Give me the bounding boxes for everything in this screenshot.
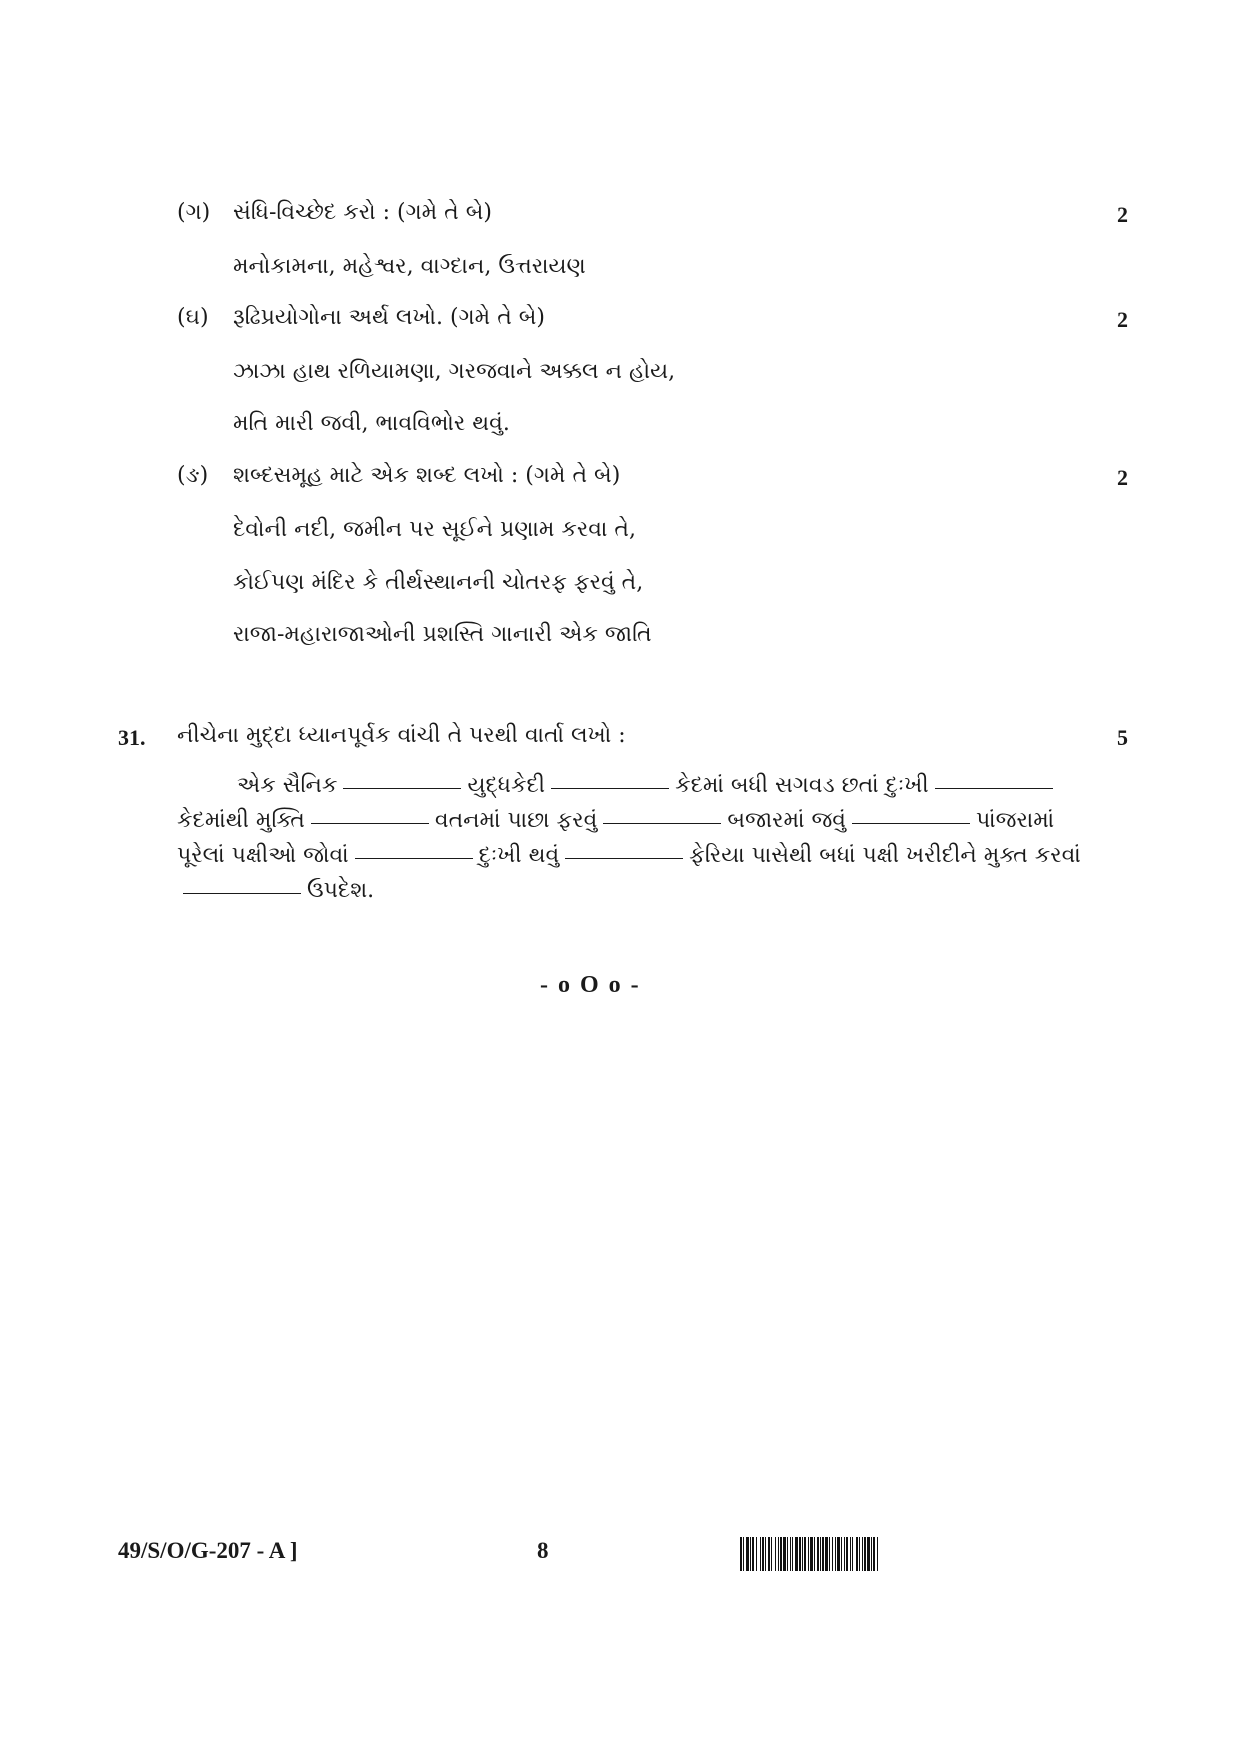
- subquestion-label-nga: (ઙ): [177, 463, 209, 488]
- question-marks: 5: [1117, 725, 1128, 750]
- subquestion-line: દેવોની નદી, જમીન પર સૂઈને પ્રણામ કરવા તે,: [233, 517, 636, 542]
- story-blank: [551, 787, 669, 789]
- story-blank: [935, 787, 1053, 789]
- question-number: 31.: [118, 725, 146, 750]
- subquestion-marks-nga: 2: [1117, 465, 1128, 490]
- story-point: ઉપદેશ.: [307, 878, 375, 903]
- story-point: કેદમાંથી મુક્તિ: [177, 808, 305, 833]
- story-point: પાંજરામાં પૂરેલાં પક્ષીઓ જોવાં: [177, 808, 1055, 868]
- story-point: ફેરિયા પાસેથી બધાં પક્ષી ખરીદીને મુક્ત કરવાં: [689, 843, 1081, 868]
- story-point: વતનમાં પાછા ફરવું: [434, 808, 598, 833]
- story-blank: [343, 787, 461, 789]
- subquestion-title-gha: રૂઢિપ્રયોગોના અર્થ લખો. (ગમે તે બે): [233, 305, 546, 330]
- end-of-paper-mark: - o O o -: [540, 972, 641, 998]
- subquestion-marks-ga: 2: [1117, 202, 1128, 227]
- story-blank: [852, 822, 970, 824]
- story-point: દુઃખી થવું: [478, 843, 560, 868]
- subquestion-title-nga: શબ્દસમૂહ માટે એક શબ્દ લખો : (ગમે તે બે): [233, 463, 621, 488]
- page-number: 8: [537, 1538, 549, 1563]
- story-blank: [355, 857, 473, 859]
- story-point: કેદમાં બધી સગવડ છતાં દુઃખી: [675, 773, 929, 798]
- story-blank: [311, 822, 429, 824]
- barcode-image: [740, 1537, 1018, 1571]
- subquestion-title-ga: સંધિ-વિચ્છેદ કરો : (ગમે તે બે): [233, 200, 492, 225]
- subquestion-line: ઝાઝા હાથ રળિયામણા, ગરજવાને અક્કલ ન હોય,: [233, 359, 676, 384]
- story-point: એક સૈનિક: [237, 773, 338, 798]
- story-point: યુદ્ધકેદી: [467, 773, 546, 798]
- story-blank: [603, 822, 721, 824]
- paper-code: 49/S/O/G-207 - A ]: [118, 1538, 298, 1563]
- subquestion-line: કોઈપણ મંદિર કે તીર્થસ્થાનની ચોતરફ ફરવું તે,: [233, 570, 644, 595]
- story-point: બજારમાં જવું: [727, 808, 846, 833]
- subquestion-line: મતિ મારી જવી, ભાવવિભોર થવું.: [233, 411, 510, 436]
- subquestion-line: રાજા-મહારાજાઓની પ્રશસ્તિ ગાનારી એક જાતિ: [233, 622, 652, 647]
- story-blank: [183, 892, 301, 894]
- subquestion-label-gha: (ઘ): [177, 305, 209, 330]
- question-title: નીચેના મુદ્દા ધ્યાનપૂર્વક વાંચી તે પરથી વાર્તા લખો :: [177, 723, 626, 748]
- subquestion-label-ga: (ગ): [177, 200, 211, 225]
- story-outline: [177, 768, 1082, 908]
- subquestion-marks-gha: 2: [1117, 307, 1128, 332]
- story-blank: [565, 857, 683, 859]
- subquestion-line: મનોકામના, મહેશ્વર, વાગ્દાન, ઉત્તરાયણ: [233, 254, 586, 279]
